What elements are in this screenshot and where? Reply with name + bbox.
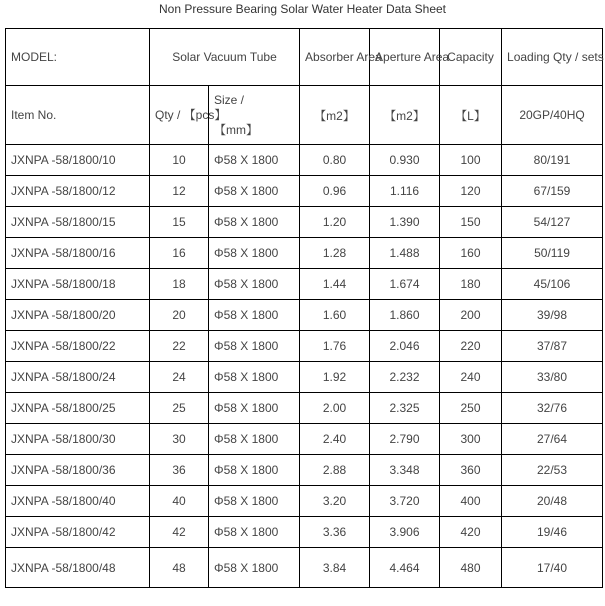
cell-aperture-area: 0.930 bbox=[370, 145, 440, 176]
data-sheet-table bbox=[5, 28, 603, 588]
cell-absorber-area: 1.60 bbox=[300, 300, 370, 331]
table-row bbox=[6, 207, 603, 238]
cell-loading-qty: 37/87 bbox=[502, 331, 603, 362]
cell-aperture-area: 2.046 bbox=[370, 331, 440, 362]
cell-item-no: JXNPA -58/1800/22 bbox=[6, 331, 150, 362]
cell-qty: 42 bbox=[150, 517, 209, 548]
header-size-label: Size / bbox=[214, 92, 245, 107]
cell-item-no: JXNPA -58/1800/10 bbox=[6, 145, 150, 176]
cell-capacity: 150 bbox=[440, 207, 502, 238]
cell-loading-qty: 32/76 bbox=[502, 393, 603, 424]
cell-item-no: JXNPA -58/1800/42 bbox=[6, 517, 150, 548]
page-title: Non Pressure Bearing Solar Water Heater Data Sheet bbox=[158, 2, 447, 16]
header-row-model bbox=[6, 29, 603, 86]
cell-absorber-area: 3.84 bbox=[300, 548, 370, 588]
table-row bbox=[6, 238, 603, 269]
cell-qty: 40 bbox=[150, 486, 209, 517]
cell-loading-qty: 17/40 bbox=[502, 548, 603, 588]
cell-item-no: JXNPA -58/1800/20 bbox=[6, 300, 150, 331]
cell-qty: 48 bbox=[150, 548, 209, 588]
cell-aperture-area: 1.488 bbox=[370, 238, 440, 269]
cell-aperture-area: 1.674 bbox=[370, 269, 440, 300]
cell-capacity: 360 bbox=[440, 455, 502, 486]
cell-qty: 24 bbox=[150, 362, 209, 393]
cell-absorber-area: 3.20 bbox=[300, 486, 370, 517]
header-size-unit: 【mm】 bbox=[214, 122, 258, 137]
header-qty-pcs: Qty / 【pcs】 bbox=[150, 86, 209, 145]
cell-capacity: 100 bbox=[440, 145, 502, 176]
header-solar-vacuum-tube: Solar Vacuum Tube bbox=[150, 29, 300, 86]
cell-loading-qty: 54/127 bbox=[502, 207, 603, 238]
cell-aperture-area: 2.325 bbox=[370, 393, 440, 424]
cell-aperture-area: 3.348 bbox=[370, 455, 440, 486]
table-row bbox=[6, 331, 603, 362]
cell-absorber-area: 0.80 bbox=[300, 145, 370, 176]
table-row bbox=[6, 393, 603, 424]
cell-item-no: JXNPA -58/1800/40 bbox=[6, 486, 150, 517]
cell-absorber-area: 0.96 bbox=[300, 176, 370, 207]
cell-capacity: 180 bbox=[440, 269, 502, 300]
cell-absorber-area: 2.40 bbox=[300, 424, 370, 455]
cell-absorber-area: 1.20 bbox=[300, 207, 370, 238]
cell-size: Φ58 X 1800 bbox=[209, 207, 300, 238]
cell-qty: 20 bbox=[150, 300, 209, 331]
cell-qty: 10 bbox=[150, 145, 209, 176]
cell-item-no: JXNPA -58/1800/36 bbox=[6, 455, 150, 486]
cell-item-no: JXNPA -58/1800/18 bbox=[6, 269, 150, 300]
table-row bbox=[6, 424, 603, 455]
table-row bbox=[6, 300, 603, 331]
cell-size: Φ58 X 1800 bbox=[209, 517, 300, 548]
cell-qty: 12 bbox=[150, 176, 209, 207]
table-row bbox=[6, 176, 603, 207]
cell-capacity: 400 bbox=[440, 486, 502, 517]
cell-item-no: JXNPA -58/1800/25 bbox=[6, 393, 150, 424]
cell-absorber-area: 2.88 bbox=[300, 455, 370, 486]
cell-size: Φ58 X 1800 bbox=[209, 362, 300, 393]
cell-capacity: 250 bbox=[440, 393, 502, 424]
cell-aperture-area: 3.720 bbox=[370, 486, 440, 517]
cell-size: Φ58 X 1800 bbox=[209, 455, 300, 486]
cell-item-no: JXNPA -58/1800/24 bbox=[6, 362, 150, 393]
table-row bbox=[6, 145, 603, 176]
table-row bbox=[6, 362, 603, 393]
cell-item-no: JXNPA -58/1800/16 bbox=[6, 238, 150, 269]
cell-aperture-area: 2.790 bbox=[370, 424, 440, 455]
table-row bbox=[6, 269, 603, 300]
cell-size: Φ58 X 1800 bbox=[209, 548, 300, 588]
cell-size: Φ58 X 1800 bbox=[209, 238, 300, 269]
cell-loading-qty: 80/191 bbox=[502, 145, 603, 176]
cell-qty: 22 bbox=[150, 331, 209, 362]
cell-item-no: JXNPA -58/1800/15 bbox=[6, 207, 150, 238]
table-row bbox=[6, 548, 603, 588]
cell-loading-qty: 33/80 bbox=[502, 362, 603, 393]
cell-loading-qty: 20/48 bbox=[502, 486, 603, 517]
cell-capacity: 240 bbox=[440, 362, 502, 393]
cell-loading-qty: 50/119 bbox=[502, 238, 603, 269]
cell-capacity: 160 bbox=[440, 238, 502, 269]
cell-size: Φ58 X 1800 bbox=[209, 424, 300, 455]
cell-absorber-area: 2.00 bbox=[300, 393, 370, 424]
cell-size: Φ58 X 1800 bbox=[209, 145, 300, 176]
cell-aperture-area: 3.906 bbox=[370, 517, 440, 548]
cell-absorber-area: 1.76 bbox=[300, 331, 370, 362]
cell-loading-qty: 19/46 bbox=[502, 517, 603, 548]
cell-item-no: JXNPA -58/1800/30 bbox=[6, 424, 150, 455]
cell-absorber-area: 3.36 bbox=[300, 517, 370, 548]
cell-qty: 30 bbox=[150, 424, 209, 455]
cell-aperture-area: 1.116 bbox=[370, 176, 440, 207]
cell-qty: 25 bbox=[150, 393, 209, 424]
cell-capacity: 120 bbox=[440, 176, 502, 207]
cell-loading-qty: 67/159 bbox=[502, 176, 603, 207]
cell-size: Φ58 X 1800 bbox=[209, 393, 300, 424]
cell-loading-qty: 39/98 bbox=[502, 300, 603, 331]
header-aperture-unit: 【m2】 bbox=[370, 86, 440, 145]
cell-loading-qty: 45/106 bbox=[502, 269, 603, 300]
cell-qty: 18 bbox=[150, 269, 209, 300]
cell-aperture-area: 2.232 bbox=[370, 362, 440, 393]
cell-item-no: JXNPA -58/1800/48 bbox=[6, 548, 150, 588]
cell-size: Φ58 X 1800 bbox=[209, 176, 300, 207]
header-absorber-area: Absorber Area bbox=[300, 29, 370, 86]
cell-item-no: JXNPA -58/1800/12 bbox=[6, 176, 150, 207]
cell-aperture-area: 1.860 bbox=[370, 300, 440, 331]
cell-size: Φ58 X 1800 bbox=[209, 269, 300, 300]
cell-size: Φ58 X 1800 bbox=[209, 331, 300, 362]
header-aperture-area: Aperture Area bbox=[370, 29, 440, 86]
cell-qty: 36 bbox=[150, 455, 209, 486]
cell-size: Φ58 X 1800 bbox=[209, 486, 300, 517]
table-row bbox=[6, 486, 603, 517]
cell-qty: 15 bbox=[150, 207, 209, 238]
table-row bbox=[6, 455, 603, 486]
cell-loading-qty: 22/53 bbox=[502, 455, 603, 486]
cell-capacity: 480 bbox=[440, 548, 502, 588]
cell-absorber-area: 1.28 bbox=[300, 238, 370, 269]
cell-capacity: 420 bbox=[440, 517, 502, 548]
header-loading-qty: Loading Qty / sets bbox=[502, 29, 603, 86]
header-model: MODEL: bbox=[6, 29, 150, 86]
header-capacity-unit: 【L】 bbox=[440, 86, 502, 145]
cell-aperture-area: 4.464 bbox=[370, 548, 440, 588]
cell-absorber-area: 1.92 bbox=[300, 362, 370, 393]
header-absorber-unit: 【m2】 bbox=[300, 86, 370, 145]
table-row bbox=[6, 517, 603, 548]
cell-absorber-area: 1.44 bbox=[300, 269, 370, 300]
header-item-no: Item No. bbox=[6, 86, 150, 145]
header-loading-unit: 20GP/40HQ bbox=[502, 86, 603, 145]
cell-capacity: 220 bbox=[440, 331, 502, 362]
cell-qty: 16 bbox=[150, 238, 209, 269]
cell-capacity: 200 bbox=[440, 300, 502, 331]
header-row-units bbox=[6, 86, 603, 145]
cell-size: Φ58 X 1800 bbox=[209, 300, 300, 331]
cell-loading-qty: 27/64 bbox=[502, 424, 603, 455]
cell-capacity: 300 bbox=[440, 424, 502, 455]
cell-aperture-area: 1.390 bbox=[370, 207, 440, 238]
header-capacity: Capacity bbox=[440, 29, 502, 86]
